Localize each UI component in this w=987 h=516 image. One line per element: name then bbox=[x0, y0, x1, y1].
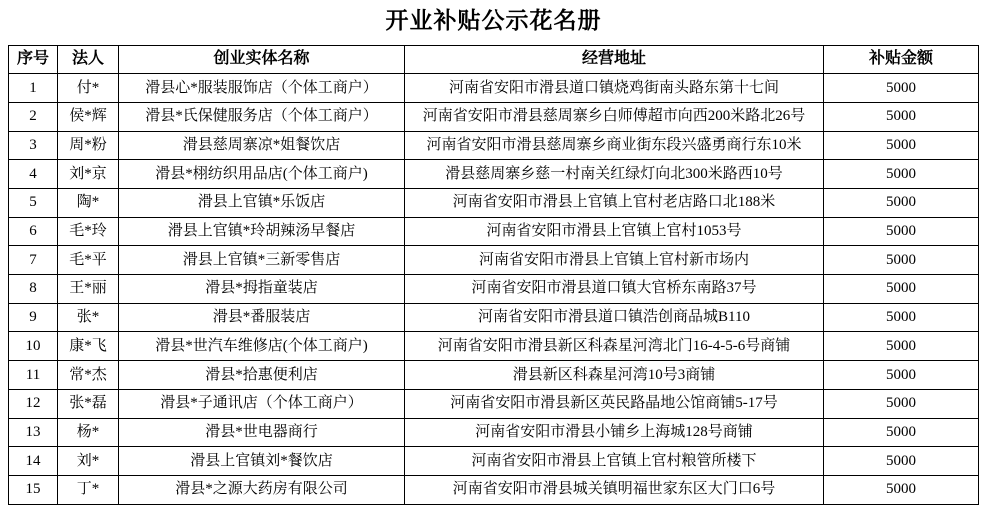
table-cell: 刘*京 bbox=[58, 160, 119, 189]
table-cell: 杨* bbox=[58, 418, 119, 447]
table-cell: 5000 bbox=[824, 275, 979, 304]
table-row bbox=[9, 389, 979, 418]
table-cell: 常*杰 bbox=[58, 361, 119, 390]
table-cell: 滑县*世汽车维修店(个体工商户) bbox=[119, 332, 405, 361]
table-cell: 侯*辉 bbox=[58, 102, 119, 131]
table-row bbox=[9, 475, 979, 504]
table-cell: 14 bbox=[9, 447, 58, 476]
table-cell: 康*飞 bbox=[58, 332, 119, 361]
table-cell: 5000 bbox=[824, 447, 979, 476]
table-cell: 滑县新区科森星河湾10号3商铺 bbox=[405, 361, 824, 390]
table-cell: 河南省安阳市滑县慈周寨乡白师傅超市向西200米路北26号 bbox=[405, 102, 824, 131]
table-row bbox=[9, 246, 979, 275]
table-cell: 5 bbox=[9, 189, 58, 218]
table-cell: 5000 bbox=[824, 389, 979, 418]
page-title: 开业补贴公示花名册 bbox=[385, 8, 602, 33]
table-cell: 河南省安阳市滑县上官镇上官村新市场内 bbox=[405, 246, 824, 275]
table-cell: 5000 bbox=[824, 189, 979, 218]
table-cell: 滑县慈周寨凉*姐餐饮店 bbox=[119, 131, 405, 160]
roster-table bbox=[8, 45, 979, 505]
table-cell: 河南省安阳市滑县小铺乡上海城128号商铺 bbox=[405, 418, 824, 447]
table-cell: 河南省安阳市滑县道口镇浩创商品城B110 bbox=[405, 303, 824, 332]
table-row bbox=[9, 447, 979, 476]
table-cell: 毛*玲 bbox=[58, 217, 119, 246]
table-cell: 5000 bbox=[824, 361, 979, 390]
table-cell: 11 bbox=[9, 361, 58, 390]
table-cell: 付* bbox=[58, 74, 119, 103]
table-cell: 7 bbox=[9, 246, 58, 275]
table-row bbox=[9, 102, 979, 131]
table-cell: 滑县*拇指童装店 bbox=[119, 275, 405, 304]
table-row bbox=[9, 332, 979, 361]
table-row bbox=[9, 303, 979, 332]
table-cell: 滑县上官镇*乐饭店 bbox=[119, 189, 405, 218]
table-row bbox=[9, 361, 979, 390]
column-header: 序号 bbox=[9, 45, 58, 74]
table-cell: 15 bbox=[9, 475, 58, 504]
table-cell: 滑县*之源大药房有限公司 bbox=[119, 475, 405, 504]
table-cell: 滑县*栩纺织用品店(个体工商户) bbox=[119, 160, 405, 189]
table-row bbox=[9, 275, 979, 304]
table-cell: 5000 bbox=[824, 74, 979, 103]
table-row bbox=[9, 418, 979, 447]
column-header: 法人 bbox=[58, 45, 119, 74]
table-row bbox=[9, 131, 979, 160]
table-cell: 滑县上官镇*三新零售店 bbox=[119, 246, 405, 275]
table-cell: 滑县上官镇*玲胡辣汤早餐店 bbox=[119, 217, 405, 246]
table-row bbox=[9, 189, 979, 218]
table-cell: 13 bbox=[9, 418, 58, 447]
table-cell: 滑县*子通讯店（个体工商户） bbox=[119, 389, 405, 418]
table-cell: 5000 bbox=[824, 131, 979, 160]
table-cell: 河南省安阳市滑县上官镇上官村粮管所楼下 bbox=[405, 447, 824, 476]
table-cell: 滑县心*服装服饰店（个体工商户） bbox=[119, 74, 405, 103]
table-cell: 河南省安阳市滑县道口镇大官桥东南路37号 bbox=[405, 275, 824, 304]
table-cell: 陶* bbox=[58, 189, 119, 218]
table-cell: 丁* bbox=[58, 475, 119, 504]
table-cell: 河南省安阳市滑县上官镇上官村1053号 bbox=[405, 217, 824, 246]
table-cell: 河南省安阳市滑县慈周寨乡商业街东段兴盛勇商行东10米 bbox=[405, 131, 824, 160]
table-cell: 河南省安阳市滑县上官镇上官村老店路口北188米 bbox=[405, 189, 824, 218]
table-cell: 滑县*拾惠便利店 bbox=[119, 361, 405, 390]
table-cell: 河南省安阳市滑县道口镇烧鸡街南头路东第十七间 bbox=[405, 74, 824, 103]
column-header: 创业实体名称 bbox=[119, 45, 405, 74]
table-cell: 滑县*世电器商行 bbox=[119, 418, 405, 447]
table-cell: 8 bbox=[9, 275, 58, 304]
table-cell: 王*丽 bbox=[58, 275, 119, 304]
table-cell: 5000 bbox=[824, 303, 979, 332]
table-cell: 5000 bbox=[824, 160, 979, 189]
table-cell: 6 bbox=[9, 217, 58, 246]
table-cell: 5000 bbox=[824, 475, 979, 504]
table-cell: 3 bbox=[9, 131, 58, 160]
table-row bbox=[9, 160, 979, 189]
table-cell: 5000 bbox=[824, 102, 979, 131]
table-cell: 5000 bbox=[824, 246, 979, 275]
table-cell: 滑县*氏保健服务店（个体工商户） bbox=[119, 102, 405, 131]
table-cell: 12 bbox=[9, 389, 58, 418]
table-cell: 5000 bbox=[824, 332, 979, 361]
roster-table-body bbox=[9, 74, 979, 504]
table-row bbox=[9, 217, 979, 246]
table-cell: 刘* bbox=[58, 447, 119, 476]
table-cell: 河南省安阳市滑县新区科森星河湾北门16-4-5-6号商铺 bbox=[405, 332, 824, 361]
table-cell: 2 bbox=[9, 102, 58, 131]
table-cell: 滑县*番服装店 bbox=[119, 303, 405, 332]
table-row bbox=[9, 74, 979, 103]
table-cell: 4 bbox=[9, 160, 58, 189]
table-cell: 9 bbox=[9, 303, 58, 332]
table-cell: 毛*平 bbox=[58, 246, 119, 275]
table-cell: 滑县上官镇刘*餐饮店 bbox=[119, 447, 405, 476]
table-cell: 10 bbox=[9, 332, 58, 361]
column-header: 经营地址 bbox=[405, 45, 824, 74]
table-cell: 1 bbox=[9, 74, 58, 103]
table-cell: 5000 bbox=[824, 217, 979, 246]
column-header: 补贴金额 bbox=[824, 45, 979, 74]
table-cell: 河南省安阳市滑县城关镇明福世家东区大门口6号 bbox=[405, 475, 824, 504]
table-cell: 张*磊 bbox=[58, 389, 119, 418]
table-cell: 5000 bbox=[824, 418, 979, 447]
table-cell: 周*粉 bbox=[58, 131, 119, 160]
table-cell: 河南省安阳市滑县新区英民路晶地公馆商铺5-17号 bbox=[405, 389, 824, 418]
roster-table-head bbox=[9, 45, 979, 74]
table-cell: 张* bbox=[58, 303, 119, 332]
table-cell: 滑县慈周寨乡慈一村南关红绿灯向北300米路西10号 bbox=[405, 160, 824, 189]
header-row bbox=[9, 45, 979, 74]
